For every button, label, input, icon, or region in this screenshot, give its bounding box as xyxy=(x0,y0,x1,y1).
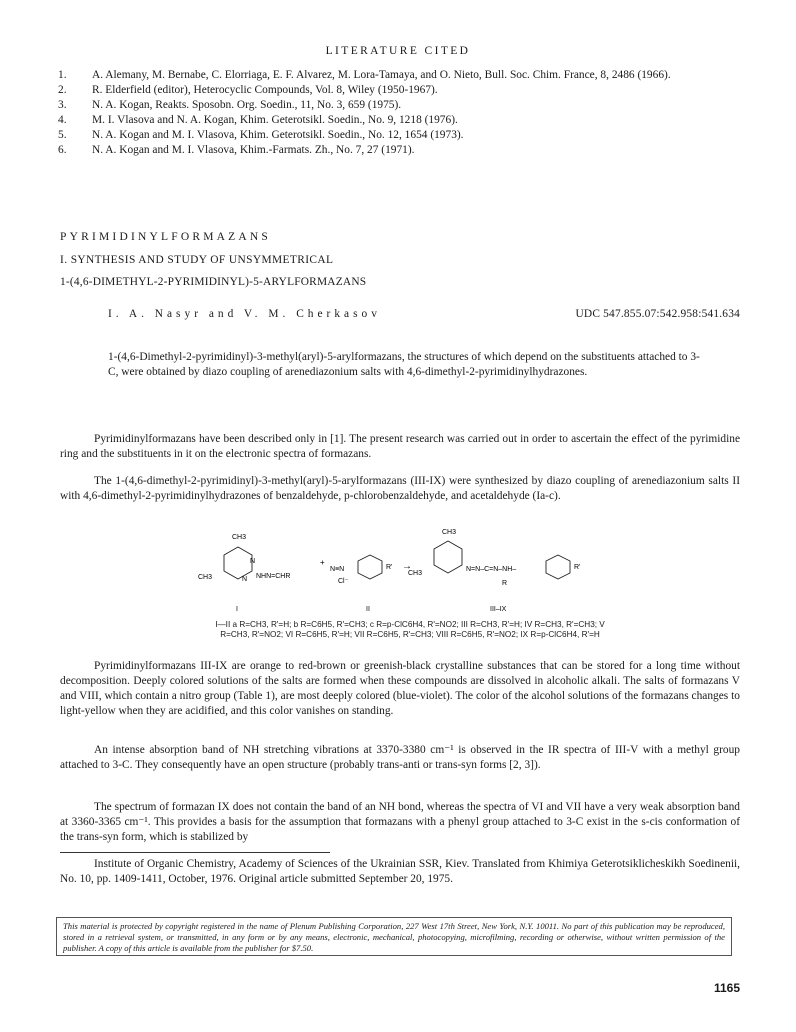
scheme-legend: I—II a R=CH3, R'=H; b R=C6H5, R'=CH3; c R=p-ClC6H4, R'=NO2; III R=CH3, R'=H; IV R=CH3, R'=CH3; V R=CH3, R'=NO2; VI R=C6H5, R'=H; VII R=C6H5, R'=CH3; VIII R=C6H5, R'=NO2; IX R=p-ClC6H4, R'=H xyxy=(215,620,605,639)
scheme-label-ii: II xyxy=(366,606,370,613)
authors: I. A. Nasyr and V. M. Cherkasov xyxy=(108,308,381,320)
scheme-rprime-1: R' xyxy=(386,564,393,571)
reference-item: 1. A. Alemany, M. Bernabe, C. Elorriaga, E. F. Alvarez, M. Lora-Tamaya, and O. Nieto, Bull. Soc. Chim. France, 8, 2486 (1966). xyxy=(58,69,671,81)
benzene-ring-reactant xyxy=(358,555,382,579)
body-paragraph-2: The 1-(4,6-dimethyl-2-pyrimidinyl)-3-methyl(aryl)-5-arylformazans (III-IX) were synthesized by diazo coupling of arenediazonium salts II with 4,6-dimethyl-2-pyrimidinylhydrazones of benzaldehyde, p-chlorobenzaldehyde, and acetaldehyde (Ia-c). xyxy=(60,475,740,502)
scheme-r: R xyxy=(502,580,508,587)
body-paragraph-5: The spectrum of formazan IX does not contain the band of an NH bond, whereas the spectra of VI and VII have a very weak absorption band at 3360-3365 cm⁻¹. This provides a basis for the assumption that formazans with a phenyl group attached to 3-C exist in the s-cis conformation of the trans-syn form, which is stabilized by xyxy=(60,801,740,843)
scheme-diazo: N≡N xyxy=(330,566,345,573)
scheme-n-2: N xyxy=(242,576,248,583)
scheme-label-iii-ix: III–IX xyxy=(490,606,507,613)
article-subtitle-1: I. SYNTHESIS AND STUDY OF UNSYMMETRICAL xyxy=(60,254,334,266)
page-number: 1165 xyxy=(713,981,740,995)
benzene-ring-product xyxy=(546,555,570,579)
body-paragraph-1: Pyrimidinylformazans have been described only in [1]. The present research was carried out in order to ascertain the effect of the pyrimidine ring and the substituents in it on the electronic spectra of formazans. xyxy=(60,433,740,460)
scheme-ch3-left-1: CH3 xyxy=(198,574,213,581)
reference-item: 2. R. Elderfield (editor), Heterocyclic Compounds, Vol. 8, Wiley (1950-1967). xyxy=(58,84,438,96)
reference-item: 5. N. A. Kogan and M. I. Vlasova, Khim. Geterotsikl. Soedin., No. 12, 1654 (1973). xyxy=(58,129,464,141)
udc-code: UDC 547.855.07:542.958:541.634 xyxy=(575,308,740,320)
scheme-nhn-chr: NHN=CHR xyxy=(256,573,291,580)
scheme-ch3-top-1: CH3 xyxy=(232,534,247,541)
scheme-ch3-top-2: CH3 xyxy=(442,529,457,536)
body-paragraph-4: An intense absorption band of NH stretching vibrations at 3370-3380 cm⁻¹ is observed in the IR spectra of III-V with a methyl group attached to 3-C. They consequently have an open structure (probably trans-anti or trans-syn forms [2, 3]). xyxy=(60,744,740,771)
scheme-product-chain: N=N–C=N–NH– xyxy=(466,566,517,573)
scheme-arrow: → xyxy=(402,561,412,572)
reference-item: 4. M. I. Vlasova and N. A. Kogan, Khim. Geterotsikl. Soedin., No. 9, 1218 (1976). xyxy=(58,114,458,126)
reference-item: 3. N. A. Kogan, Reakts. Sposobn. Org. Soedin., 11, No. 3, 659 (1975). xyxy=(58,99,402,111)
abstract: 1-(4,6-Dimethyl-2-pyrimidinyl)-3-methyl(aryl)-5-arylformazans, the structures of which depend on the substituents attached to 3-C, were obtained by diazo coupling of arenediazonium salts with 4,6-dimethyl-2-pyrimidinylhydrazones. xyxy=(108,351,700,378)
scheme-label-i: I xyxy=(236,606,238,613)
scheme-rprime-2: R' xyxy=(574,564,581,571)
article-title: PYRIMIDINYLFORMAZANS xyxy=(60,231,271,243)
scheme-ch3-left-2: CH3 xyxy=(408,570,423,577)
scheme-cl: Cl⁻ xyxy=(338,578,349,585)
pyrimidine-ring-product xyxy=(434,541,462,573)
literature-cited-heading: LITERATURE CITED xyxy=(325,45,471,57)
article-subtitle-2: 1-(4,6-DIMETHYL-2-PYRIMIDINYL)-5-ARYLFORMAZANS xyxy=(60,276,367,288)
scheme-n-1: N xyxy=(250,558,256,565)
pyrimidine-ring-reactant xyxy=(224,547,252,579)
reaction-scheme xyxy=(180,525,620,620)
footnote-rule xyxy=(60,852,330,853)
body-paragraph-3: Pyrimidinylformazans III-IX are orange to red-brown or greenish-black crystalline substances that can be stored for a long time without decomposition. Deeply colored solutions of the salts are formed when these compounds are dissolved in alcoholic alkali. The salts of formazans V and VIII, which contain a nitro group (Table 1), are most deeply colored (blue-violet). The color of the alcohol solutions of the formazans changes to light-yellow when they are acidified, and this color vanishes on standing. xyxy=(60,660,740,717)
scheme-plus: + xyxy=(320,558,325,567)
institute-footnote: Institute of Organic Chemistry, Academy of Sciences of the Ukrainian SSR, Kiev. Translated from Khimiya Geterotsiklicheskikh Soedinenii, No. 10, pp. 1409-1411, October, 1976. Original article submitted September 20, 1975. xyxy=(60,858,740,885)
copyright-notice: This material is protected by copyright registered in the name of Plenum Publishing Corporation, 227 West 17th Street, New York, N.Y. 10011. No part of this publication may be reproduced, stored in a retrieval system, or transmitted, in any form or by any means, electronic, mechanical, photocopying, microfilming, recording or otherwise, without written permission of the publisher. A copy of this article is available from the publisher for $7.50. xyxy=(56,917,732,956)
reference-list xyxy=(0,68,796,158)
reference-item: 6. N. A. Kogan and M. I. Vlasova, Khim.-Farmats. Zh., No. 7, 27 (1971). xyxy=(58,144,415,156)
